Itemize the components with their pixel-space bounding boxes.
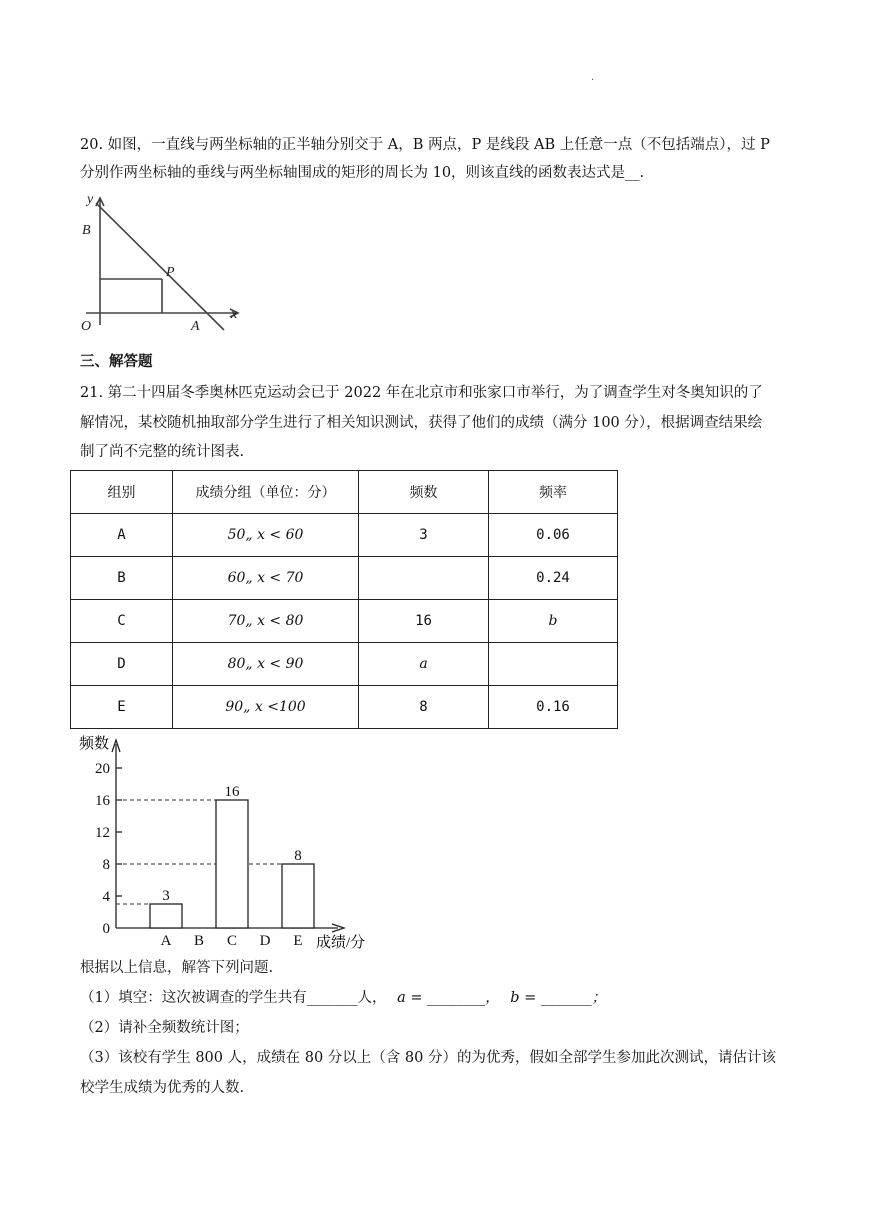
label-b: B [82, 223, 91, 238]
y-tick-label: 16 [95, 793, 110, 809]
label-o: O [81, 319, 92, 334]
sub1-a-blank: a = ________， [397, 990, 500, 1006]
x-tick-label: B [193, 933, 205, 949]
cell-count: a [359, 643, 489, 686]
x-tick-label: D [259, 933, 271, 949]
q21-sub1 [80, 985, 606, 1011]
label-a: A [191, 319, 200, 334]
cell-range: 90„ x <100 [173, 686, 359, 729]
q21-sub3-line2: 校学生成绩为优秀的人数. [80, 1080, 245, 1096]
cell-group: B [71, 557, 173, 600]
cell-count: 3 [359, 514, 489, 557]
label-x: x [231, 307, 238, 322]
cell-rate: 0.06 [489, 514, 618, 557]
q21-line1: 21. 第二十四届冬季奥林匹克运动会已于 2022 年在北京市和张家口市举行，为了调查学生对冬奥知识的了 [80, 385, 763, 401]
frequency-bar-chart [70, 730, 400, 955]
table-row [71, 514, 618, 557]
cell-rate: 0.24 [489, 557, 618, 600]
header-cell: 组别 [71, 471, 173, 514]
data-label: 8 [294, 848, 302, 864]
q21-line3: 制了尚不完整的统计图表. [80, 444, 245, 460]
page-marker: . [591, 72, 595, 83]
label-p: P [166, 265, 175, 280]
cell-group: E [71, 686, 173, 729]
y-tick-label: 12 [95, 825, 110, 841]
q21-sub2: （2）请补全频数统计图； [80, 1020, 249, 1036]
table-row [71, 600, 618, 643]
cell-count: 8 [359, 686, 489, 729]
y-tick-label: 0 [102, 921, 110, 937]
header-cell: 频率 [489, 471, 618, 514]
x-tick-label: E [293, 933, 303, 949]
cell-range: 70„ x < 80 [173, 600, 359, 643]
cell-range: 80„ x < 90 [173, 643, 359, 686]
cell-count [359, 557, 489, 600]
label-y: y [87, 192, 94, 207]
sub1-text: （1）填空：这次被调查的学生共有_______人， [80, 990, 387, 1006]
cell-rate: b [489, 600, 618, 643]
data-label: 3 [162, 888, 170, 904]
x-tick-label: A [160, 933, 172, 949]
bar-c [216, 800, 248, 928]
chart-ylabel: 频数 [79, 736, 110, 752]
cell-rate [489, 643, 618, 686]
cell-group: D [71, 643, 173, 686]
table-row [71, 643, 618, 686]
q20-line1: 20. 如图，一直线与两坐标轴的正半轴分别交于 A，B 两点，P 是线段 AB 上任意一点（不包括端点），过 P [80, 137, 770, 153]
bar-e [282, 864, 314, 928]
q21-line2: 解情况，某校随机抽取部分学生进行了相关知识测试，获得了他们的成绩（满分 100 分），根据调查结果绘 [80, 415, 763, 431]
sub1-b-blank: b = _______； [510, 990, 607, 1006]
cell-group: C [71, 600, 173, 643]
chart-xlabel: 成绩/分 [316, 935, 366, 951]
header-cell: 成绩分组（单位：分） [173, 471, 359, 514]
cell-range: 50„ x < 60 [173, 514, 359, 557]
section-heading: 三、解答题 [80, 353, 153, 370]
data-label: 16 [224, 784, 240, 800]
table-row [71, 557, 618, 600]
cell-rate: 0.16 [489, 686, 618, 729]
q20-line2: 分别作两坐标轴的垂线与两坐标轴围成的矩形的周长为 10，则该直线的函数表达式是__. [80, 165, 645, 181]
header-cell: 频数 [359, 471, 489, 514]
cell-group: A [71, 514, 173, 557]
table-row [71, 686, 618, 729]
q21-after: 根据以上信息，解答下列问题. [80, 960, 274, 976]
q21-sub3-line1: （3）该校有学生 800 人，成绩在 80 分以上（含 80 分）的为优秀，假如全部学生参加此次测试，请估计该 [80, 1050, 776, 1066]
q20-figure [78, 190, 250, 340]
bar-a [150, 904, 182, 928]
cell-range: 60„ x < 70 [173, 557, 359, 600]
line-ab [96, 203, 224, 330]
frequency-table [70, 470, 618, 729]
cell-count: 16 [359, 600, 489, 643]
y-tick-label: 4 [102, 889, 110, 905]
y-tick-label: 20 [95, 761, 110, 777]
y-tick-label: 8 [102, 857, 110, 873]
table-header-row [71, 471, 618, 514]
x-tick-label: C [226, 933, 238, 949]
